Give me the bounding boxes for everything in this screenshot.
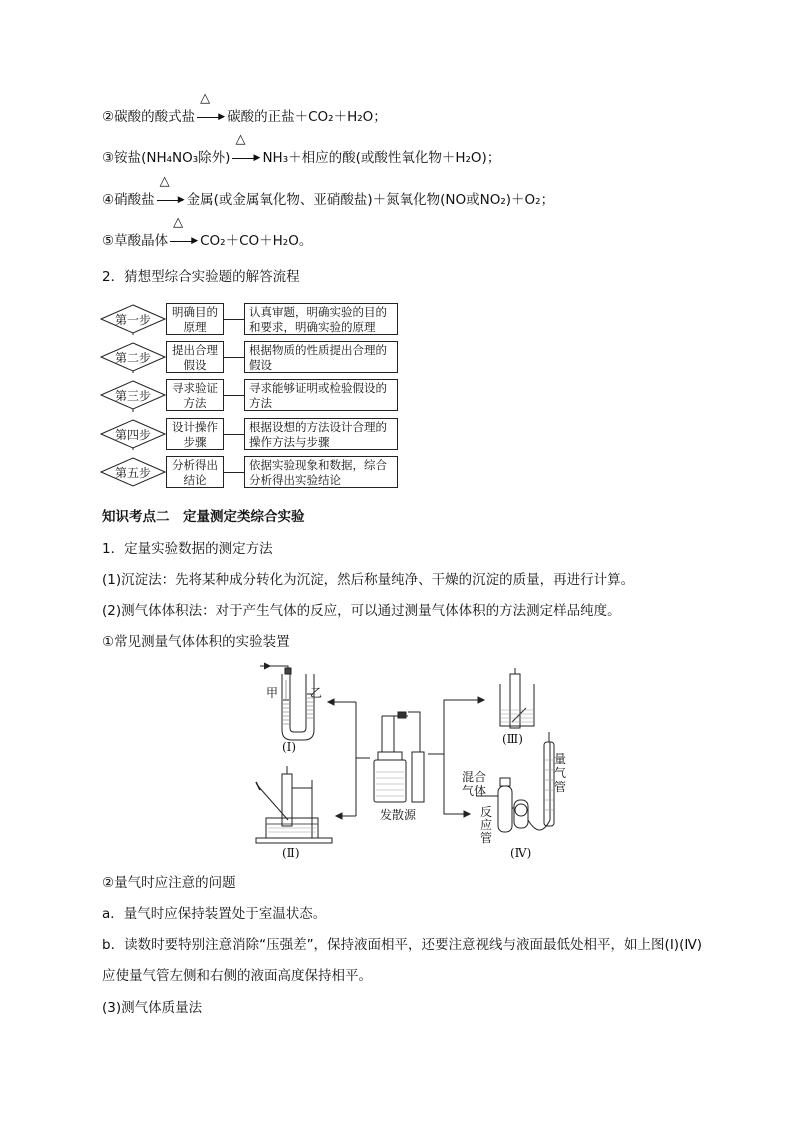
heat-arrow: △ ▶ — [157, 190, 185, 210]
step-label: 第五步 — [114, 466, 151, 480]
flow-step-5 — [100, 455, 400, 489]
apparatus-I — [260, 663, 314, 740]
apparatus-II — [256, 766, 332, 843]
heading-solving-flow: 2．猜想型综合实验题的解答流程 — [102, 269, 300, 285]
reaction-3 — [102, 174, 555, 210]
label-yi: 乙 — [310, 686, 323, 700]
step-detail: 根据物质的性质提出合理的假设 — [244, 341, 398, 373]
apparatus-III — [500, 668, 534, 728]
section-title: 知识考点二 定量测定类综合实验 — [102, 509, 305, 525]
paragraph-1: 1．定量实验数据的测定方法 — [102, 541, 273, 557]
flow-step-3 — [100, 378, 400, 412]
gas-source-apparatus — [374, 712, 424, 802]
step-task: 寻求验证方法 — [166, 379, 224, 411]
heat-symbol: △ — [235, 132, 246, 147]
solving-flowchart — [100, 299, 400, 492]
step-diamond — [100, 419, 166, 449]
step-task: 提出合理假设 — [166, 341, 224, 373]
label-apparatus-II: (Ⅱ) — [282, 846, 300, 860]
step-label: 第四步 — [114, 428, 151, 442]
step-diamond — [100, 457, 166, 487]
paragraph-note-b-line2: 应使量气管左侧和右侧的液面高度保持相平。 — [102, 968, 372, 984]
step-detail: 寻求能够证明或检验假设的方法 — [244, 379, 398, 411]
heat-symbol: △ — [200, 91, 211, 106]
reaction-4-lhs: ⑤草酸晶体 — [102, 233, 169, 249]
reaction-3-lhs: ④硝酸盐 — [102, 192, 155, 208]
gas-volume-apparatus-figure — [248, 660, 578, 870]
step-diamond — [100, 342, 166, 372]
step-diamond — [100, 380, 166, 410]
heat-arrow: △ ▶ — [197, 107, 225, 127]
paragraph-note-b-line1: b．读数时要特别注意消除“压强差”，保持液面相平，还要注意视线与液面最低处相平，如上图(Ⅰ)(Ⅳ) — [102, 937, 703, 953]
heat-arrow: △ ▶ — [232, 148, 260, 168]
step-detail: 依据实验现象和数据，综合分析得出实验结论 — [244, 456, 398, 488]
step-label: 第一步 — [114, 313, 151, 327]
heat-arrow: △ ▶ — [170, 231, 198, 251]
label-apparatus-III: (Ⅲ) — [502, 732, 523, 746]
reaction-3-rhs: 金属(或金属氧化物、亚硝酸盐)＋氮氧化物(NO或NO₂)＋O₂； — [186, 192, 555, 208]
step-label: 第三步 — [114, 389, 151, 403]
paragraph-precipitation: (1)沉淀法：先将某种成分转化为沉淀，然后称量纯净、干燥的沉淀的质量，再进行计算。 — [102, 572, 635, 588]
step-label: 第二步 — [114, 351, 151, 365]
step-task: 明确目的原理 — [166, 303, 224, 335]
label-gas-source: 发散源 — [380, 808, 417, 822]
flow-step-2 — [100, 340, 400, 374]
paragraph-apparatus-heading: ①常见测量气体体积的实验装置 — [102, 634, 290, 650]
apparatus-drawing — [248, 660, 578, 870]
reaction-1 — [102, 91, 387, 127]
label-mixed-gas: 混合气体 — [462, 770, 487, 798]
reaction-4-rhs: CO₂＋CO＋H₂O。 — [200, 233, 313, 249]
reaction-2-lhs: ③铵盐(NH₄NO₃除外) — [102, 150, 231, 166]
label-reaction-tube: 反应管 — [480, 805, 493, 845]
step-task: 分析得出结论 — [166, 456, 224, 488]
reaction-1-rhs: 碳酸的正盐＋CO₂＋H₂O； — [227, 109, 387, 125]
reaction-4 — [102, 215, 313, 251]
step-detail: 认真审题，明确实验的目的和要求，明确实验的原理 — [244, 303, 398, 335]
flow-step-1 — [100, 302, 400, 336]
label-gas-burette: 量气管 — [554, 752, 567, 794]
heat-symbol: △ — [159, 174, 170, 189]
paragraph-gas-volume: (2)测气体体积法：对于产生气体的反应，可以通过测量气体体积的方法测定样品纯度。 — [102, 603, 621, 619]
step-detail: 根据设想的方法设计合理的操作方法与步骤 — [244, 418, 398, 450]
step-task: 设计操作步骤 — [166, 418, 224, 450]
heat-symbol: △ — [173, 215, 184, 230]
label-apparatus-I: (Ⅰ) — [282, 740, 297, 754]
paragraph-note-a: a．量气时应保持装置处于室温状态。 — [102, 906, 327, 922]
step-diamond — [100, 304, 166, 334]
paragraph-notes-heading: ②量气时应注意的问题 — [102, 875, 236, 891]
label-apparatus-IV: (Ⅳ) — [510, 846, 532, 860]
reaction-1-lhs: ②碳酸的酸式盐 — [102, 109, 196, 125]
paragraph-gas-mass: (3)测气体质量法 — [102, 1000, 203, 1016]
flow-step-4 — [100, 417, 400, 451]
label-jia: 甲 — [266, 686, 279, 700]
reaction-2 — [102, 132, 501, 168]
reaction-2-rhs: NH₃＋相应的酸(或酸性氧化物＋H₂O)； — [262, 150, 501, 166]
